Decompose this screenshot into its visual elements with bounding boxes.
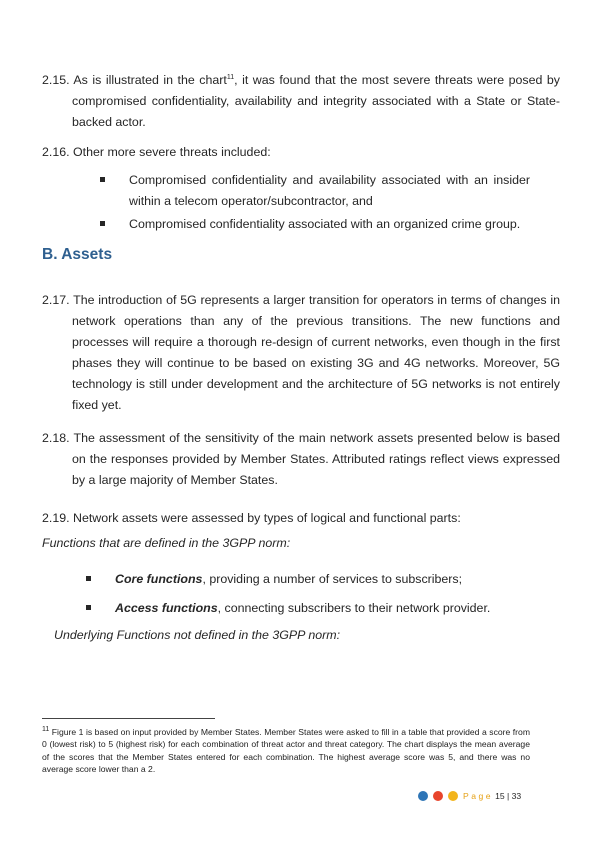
paragraph-number: 2.18. (42, 431, 70, 445)
footnote-mark: 11 (42, 726, 50, 734)
paragraph-number: 2.16. (42, 145, 70, 159)
list-item-text: , connecting subscribers to their network provider. (217, 601, 491, 615)
list-item (100, 214, 530, 235)
list-item-text: Compromised confidentiality and availability associated with an insider within a telecom operator/subcontractor, and (129, 173, 530, 208)
footnote-separator (42, 718, 215, 719)
paragraph-2-16 (42, 142, 560, 163)
section-heading: B. Assets (42, 246, 113, 263)
bullet-list-functions (86, 569, 516, 619)
footnote-text: Figure 1 is based on input provided by Member States. Member States were asked to fill in a table that provided a score from 0 (lowest risk) to 5 (highest risk) for each combination of threat actor and threat category. The chart displays the mean average of the scores that the Member States entered for each combination. The highest average score was 5, and there was no average score lower than a 2. (42, 727, 530, 774)
page-label: Page (463, 791, 494, 801)
footnote (42, 726, 530, 775)
page-footer (418, 789, 521, 803)
paragraph-text: As is illustrated in the chart (73, 73, 227, 87)
yellow-dot-icon (448, 791, 458, 801)
list-item (86, 598, 516, 619)
paragraph-text: Other more severe threats included: (73, 145, 271, 159)
blue-dot-icon (418, 791, 428, 801)
functions-defined-label: Functions that are defined in the 3GPP norm: (42, 536, 291, 550)
paragraph-number: 2.19. (42, 511, 70, 525)
paragraph-2-19 (42, 508, 560, 529)
bullet-square-icon (86, 576, 91, 581)
paragraph-2-17 (42, 290, 560, 416)
paragraph-text: The assessment of the sensitivity of the main network assets presented below is based on the responses provided by Member States. Attributed ratings reflect views expressed by a large majority of Member States. (72, 431, 560, 487)
paragraph-text: Network assets were assessed by types of logical and functional parts: (73, 511, 461, 525)
functions-not-defined-label: Underlying Functions not defined in the 3GPP norm: (54, 628, 341, 642)
bullet-list-threats (100, 170, 530, 235)
paragraph-2-18 (42, 428, 560, 491)
list-item-term: Core functions (115, 572, 203, 586)
paragraph-text-continued: , it was found that the most severe threats were posed by compromised confidentiality, availability and integrity associated with a State or State-backed actor. (72, 73, 560, 129)
red-dot-icon (433, 791, 443, 801)
paragraph-2-15 (42, 70, 560, 133)
list-item-text: , providing a number of services to subscribers; (202, 572, 463, 586)
paragraph-number: 2.17. (42, 293, 70, 307)
page-number: 15 | 33 (495, 791, 522, 801)
bullet-square-icon (86, 605, 91, 610)
list-item-text: Compromised confidentiality associated with an organized crime group. (129, 217, 521, 231)
bullet-square-icon (100, 221, 105, 226)
bullet-square-icon (100, 177, 105, 182)
list-item (86, 569, 516, 590)
list-item-term: Access functions (115, 601, 218, 615)
list-item (100, 170, 530, 212)
paragraph-text: The introduction of 5G represents a larger transition for operators in terms of changes in network operations than any of the previous transitions. The new functions and processes will require a thorough re-design of current networks, even though in the first phases they will continue to be based on existing 3G and 4G networks. Moreover, 5G technology is still under development and the architecture of 5G networks is not entirely fixed yet. (72, 293, 560, 412)
footnote-reference[interactable]: 11 (226, 73, 235, 81)
paragraph-number: 2.15. (42, 73, 70, 87)
